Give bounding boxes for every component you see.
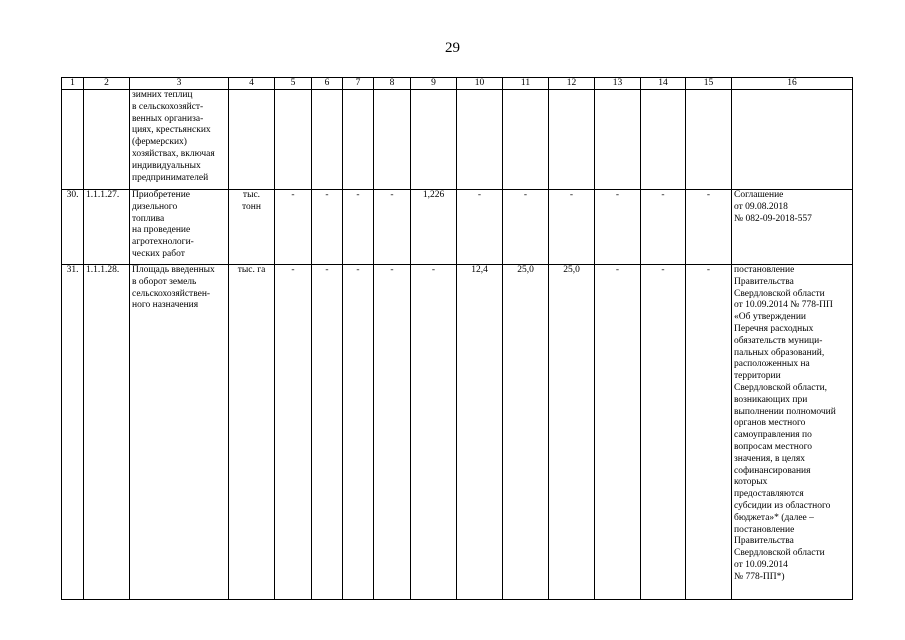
value-cell [312, 90, 343, 190]
value-cell: - [595, 190, 641, 265]
column-header: 12 [549, 78, 595, 90]
column-header: 4 [229, 78, 275, 90]
value-cell: - [457, 190, 503, 265]
source-document: Соглашение от 09.08.2018 № 082-09-2018-557 [732, 190, 853, 265]
table-row [62, 190, 853, 265]
value-cell: - [374, 265, 411, 600]
value-cell: - [343, 190, 374, 265]
source-document [732, 90, 853, 190]
column-header: 2 [84, 78, 130, 90]
column-header: 3 [130, 78, 229, 90]
row-number: 30. [62, 190, 84, 265]
value-cell: 12,4 [457, 265, 503, 600]
row-code: 1.1.1.27. [84, 190, 130, 265]
row-number: 31. [62, 265, 84, 600]
column-header: 6 [312, 78, 343, 90]
value-cell [374, 90, 411, 190]
unit-cell [229, 90, 275, 190]
value-cell [275, 90, 312, 190]
column-header: 8 [374, 78, 411, 90]
value-cell: - [411, 265, 457, 600]
value-cell: - [641, 265, 686, 600]
row-code: 1.1.1.28. [84, 265, 130, 600]
value-cell: - [686, 265, 732, 600]
source-document: постановление Правительства Свердловской области от 10.09.2014 № 778-ПП «Об утверждении Перечня расходных обязательств муници- пальных образований, расположенных на территории Свердловской области, возникающих при выполнении полномочий органов местного самоуправления по вопросам местного значения, в целях софинансирования которых предоставляются субсидии из областного бюджета»* (далее – постановление Правительства Свердловской области от 10.09.2014 № 778-ПП*) [732, 265, 853, 600]
table-row [62, 265, 853, 600]
value-cell: - [686, 190, 732, 265]
indicator-name: Приобретение дизельного топлива на проведение агротехнологи- ческих работ [130, 190, 229, 265]
column-header: 9 [411, 78, 457, 90]
column-header: 11 [503, 78, 549, 90]
value-cell: - [343, 265, 374, 600]
column-header: 10 [457, 78, 503, 90]
column-header: 1 [62, 78, 84, 90]
value-cell [686, 90, 732, 190]
indicator-name: Площадь введенных в оборот земель сельскохозяйствен- ного назначения [130, 265, 229, 600]
value-cell: 25,0 [503, 265, 549, 600]
column-header: 13 [595, 78, 641, 90]
column-header: 15 [686, 78, 732, 90]
value-cell: - [275, 190, 312, 265]
value-cell: - [312, 190, 343, 265]
column-header: 16 [732, 78, 853, 90]
value-cell: - [503, 190, 549, 265]
unit-cell: тыс. тонн [229, 190, 275, 265]
value-cell [411, 90, 457, 190]
value-cell: - [641, 190, 686, 265]
column-header: 14 [641, 78, 686, 90]
value-cell [641, 90, 686, 190]
value-cell [503, 90, 549, 190]
value-cell: - [595, 265, 641, 600]
column-header: 7 [343, 78, 374, 90]
value-cell: - [275, 265, 312, 600]
value-cell: 1,226 [411, 190, 457, 265]
value-cell [549, 90, 595, 190]
table-row [62, 90, 853, 190]
row-code [84, 90, 130, 190]
value-cell: - [312, 265, 343, 600]
column-header: 5 [275, 78, 312, 90]
value-cell [457, 90, 503, 190]
value-cell: - [374, 190, 411, 265]
value-cell: - [549, 190, 595, 265]
unit-cell: тыс. га [229, 265, 275, 600]
row-number [62, 90, 84, 190]
value-cell [595, 90, 641, 190]
value-cell: 25,0 [549, 265, 595, 600]
page-number: 29 [445, 40, 460, 56]
indicators-table [61, 77, 853, 600]
value-cell [343, 90, 374, 190]
indicator-name: зимних теплиц в сельскохозяйст- венных организа- циях, крестьянских (фермерских) хозяйствах, включая индивидуальных предпринимателей [130, 90, 229, 190]
header-row [62, 78, 853, 90]
